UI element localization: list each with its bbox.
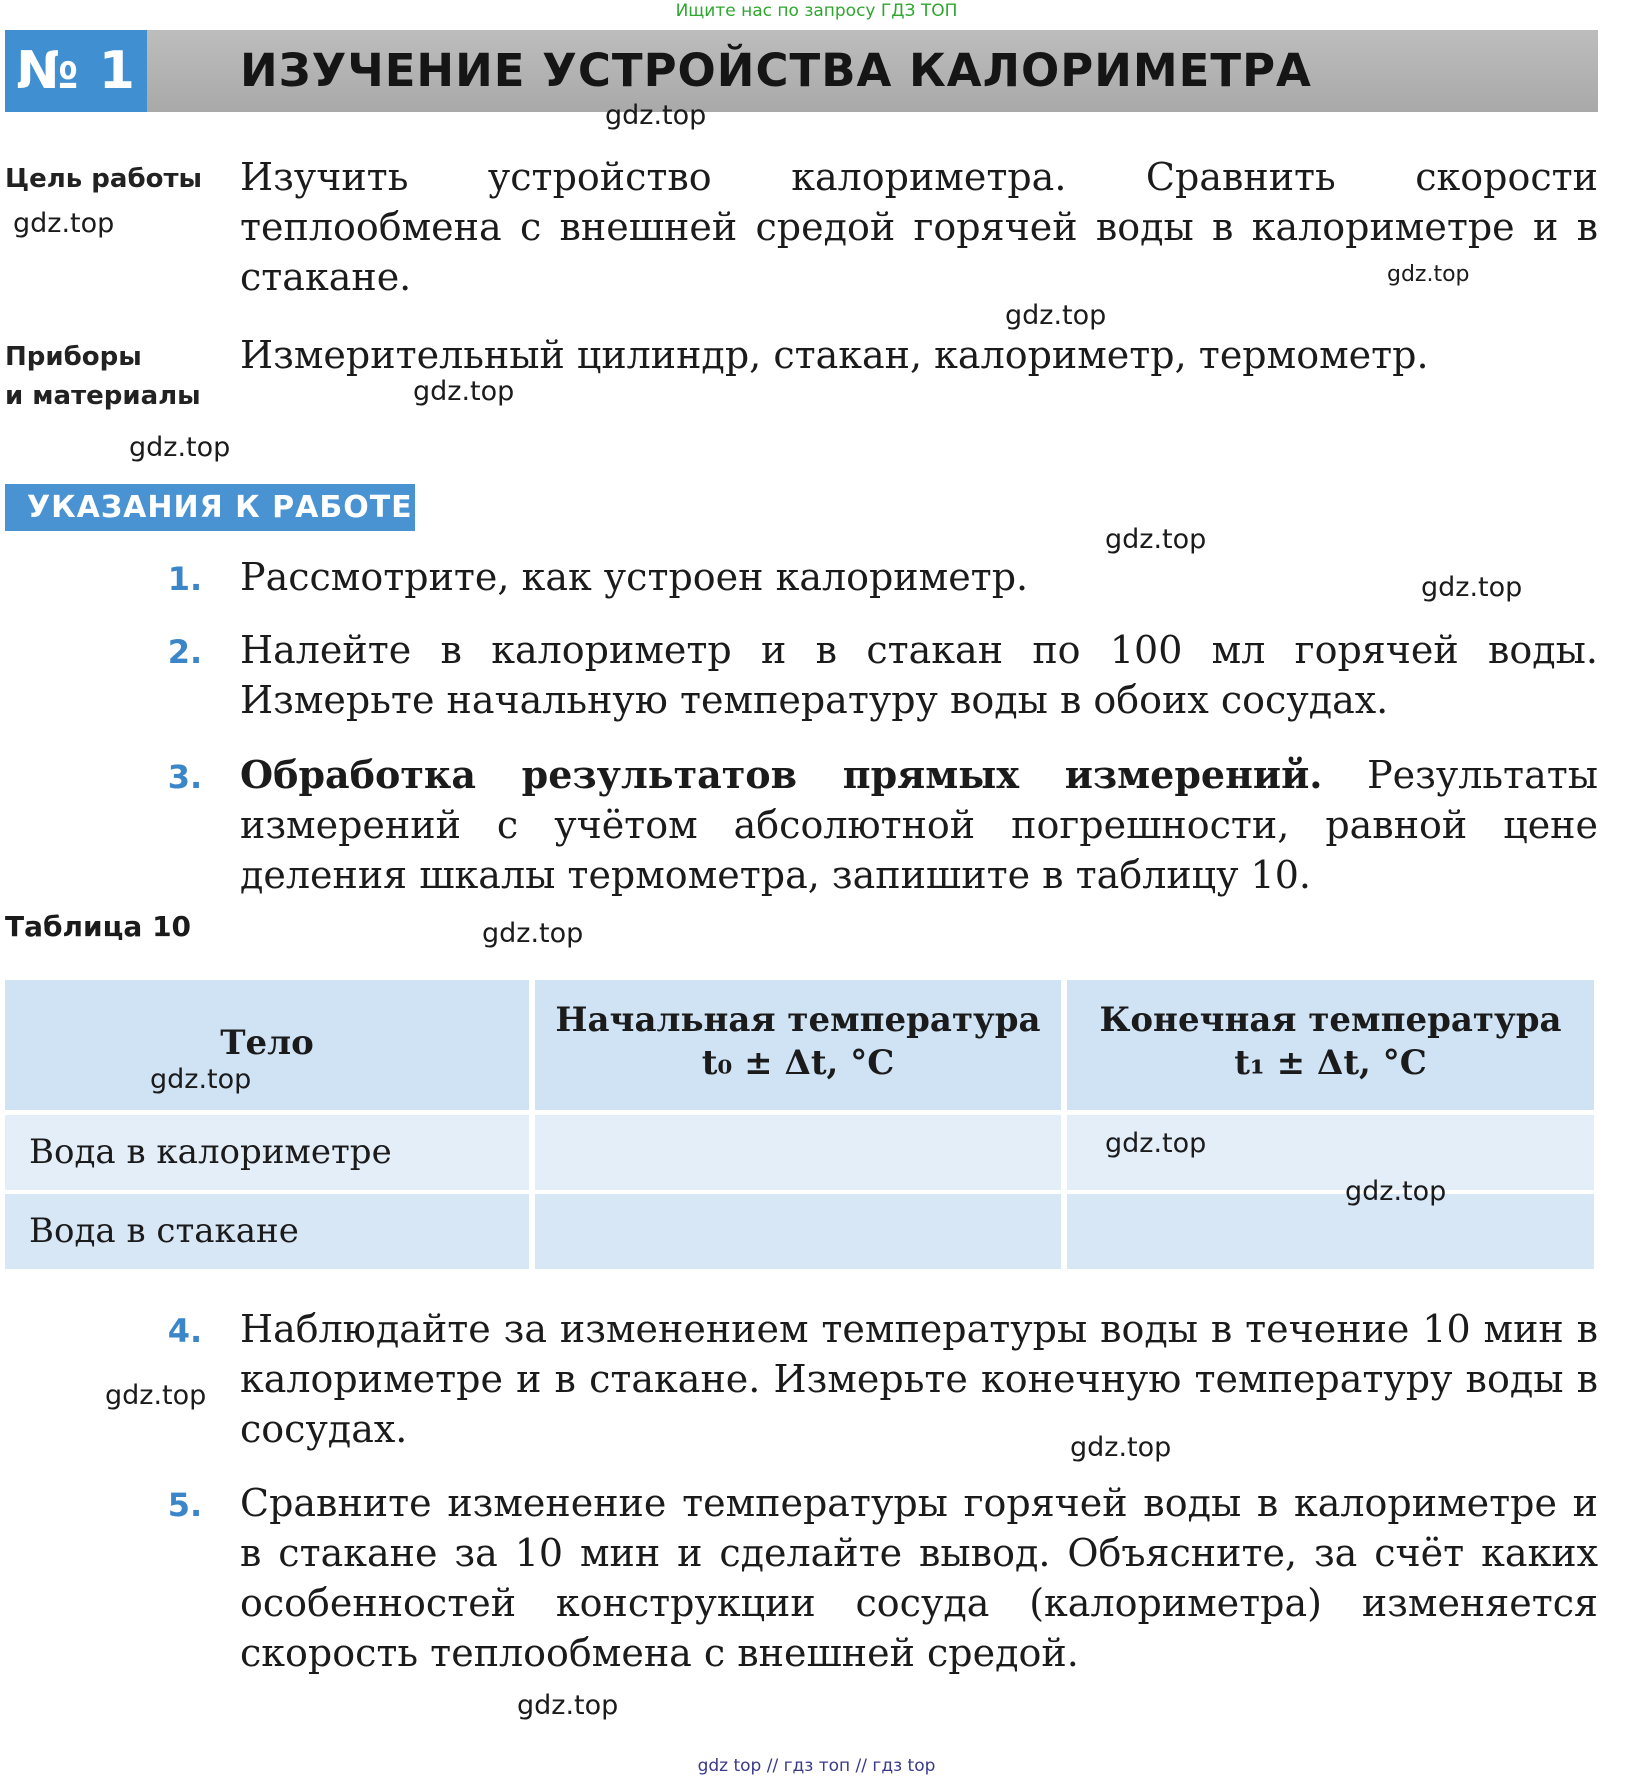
header-start-line1: Начальная температура xyxy=(555,1000,1041,1040)
goal-label: Цель работы xyxy=(5,164,203,194)
watermark-gdz: gdz.top xyxy=(1421,572,1523,603)
header-cell-end xyxy=(1067,980,1594,1110)
row-2-start-cell xyxy=(535,1194,1061,1269)
header-cell-body xyxy=(5,980,529,1110)
row-2-end-cell xyxy=(1067,1194,1594,1269)
watermark-gdz: gdz.top xyxy=(1005,300,1107,331)
row-2-body: Вода в стакане xyxy=(29,1211,299,1251)
watermark-gdz: gdz.top xyxy=(150,1064,252,1095)
header-cell-start xyxy=(535,980,1061,1110)
row-1-start-cell xyxy=(535,1115,1061,1190)
watermark-gdz: gdz.top xyxy=(1105,524,1207,555)
table-caption: Таблица 10 xyxy=(5,910,192,943)
row-1-body: Вода в калориметре xyxy=(29,1132,392,1172)
equipment-text: Измерительный цилиндр, стакан, калориметр, термометр. xyxy=(240,333,1429,377)
header-end-line1: Конечная температура xyxy=(1099,1000,1562,1040)
header-body-label: Тело xyxy=(220,1023,314,1063)
watermark-gdz: gdz.top xyxy=(517,1690,619,1721)
header-end-line2: t₁ ± Δt, °C xyxy=(1234,1043,1427,1083)
watermark-gdz: gdz.top xyxy=(482,918,584,949)
step-4-text: Наблюдайте за изменением температуры воды в течение 10 мин в калориметре и в стакане. Измерьте конечную температуру воды в сосудах. xyxy=(240,1307,1598,1451)
step-5-text: Сравните изменение температуры горячей воды в калориметре и в стакане за 10 мин и сделайте вывод. Объясните, за счёт каких особенностей конструкции сосуда (калориметра) изменяется скорость теплообмена с внешней средой. xyxy=(240,1481,1598,1675)
bottom-watermark[interactable]: gdz top // гдз топ // гдз top xyxy=(697,1756,936,1776)
step-2-text: Налейте в калориметр и в стакан по 100 мл горячей воды. Измерьте начальную температуру воды в обоих сосудах. xyxy=(240,628,1598,722)
step-3-number: 3. xyxy=(167,758,203,796)
step-5-number: 5. xyxy=(167,1486,203,1524)
step-3-text xyxy=(240,750,1598,900)
step-2-number: 2. xyxy=(167,633,203,671)
equipment-label-line2: и материалы xyxy=(5,381,201,411)
top-watermark[interactable]: Ищите нас по запросу ГДЗ ТОП xyxy=(675,1,958,21)
goal-text: Изучить устройство калориметра. Сравнить скорости теплообмена с внешней средой горячей воды в калориметре и в стакане. xyxy=(240,155,1598,299)
step-3-lead: Обработка результатов прямых измерений. xyxy=(240,752,1323,797)
watermark-gdz: gdz.top xyxy=(13,208,115,239)
watermark-gdz: gdz.top xyxy=(1105,1128,1207,1159)
instructions-title: УКАЗАНИЯ К РАБОТЕ xyxy=(5,484,415,531)
watermark-gdz: gdz.top xyxy=(605,100,707,131)
watermark-gdz: gdz.top xyxy=(1387,262,1470,287)
header-start-line2: t₀ ± Δt, °C xyxy=(701,1043,895,1083)
watermark-gdz: gdz.top xyxy=(105,1380,207,1411)
page-title: ИЗУЧЕНИЕ УСТРОЙСТВА КАЛОРИМЕТРА xyxy=(240,44,1312,97)
step-4-number: 4. xyxy=(167,1312,203,1350)
step-1-text: Рассмотрите, как устроен калориметр. xyxy=(240,555,1029,599)
watermark-gdz: gdz.top xyxy=(129,432,231,463)
watermark-gdz: gdz.top xyxy=(1345,1176,1447,1207)
equipment-label-line1: Приборы xyxy=(5,342,142,372)
watermark-gdz: gdz.top xyxy=(1070,1432,1172,1463)
equipment-label xyxy=(5,338,201,416)
lab-number: № 1 xyxy=(5,30,147,112)
step-3-body: Результаты измерений с учётом абсолютной погрешности, равной цене деления шкалы термометра, запишите в таблицу 10. xyxy=(240,753,1598,897)
watermark-gdz: gdz.top xyxy=(413,376,515,407)
step-1-number: 1. xyxy=(167,560,203,598)
